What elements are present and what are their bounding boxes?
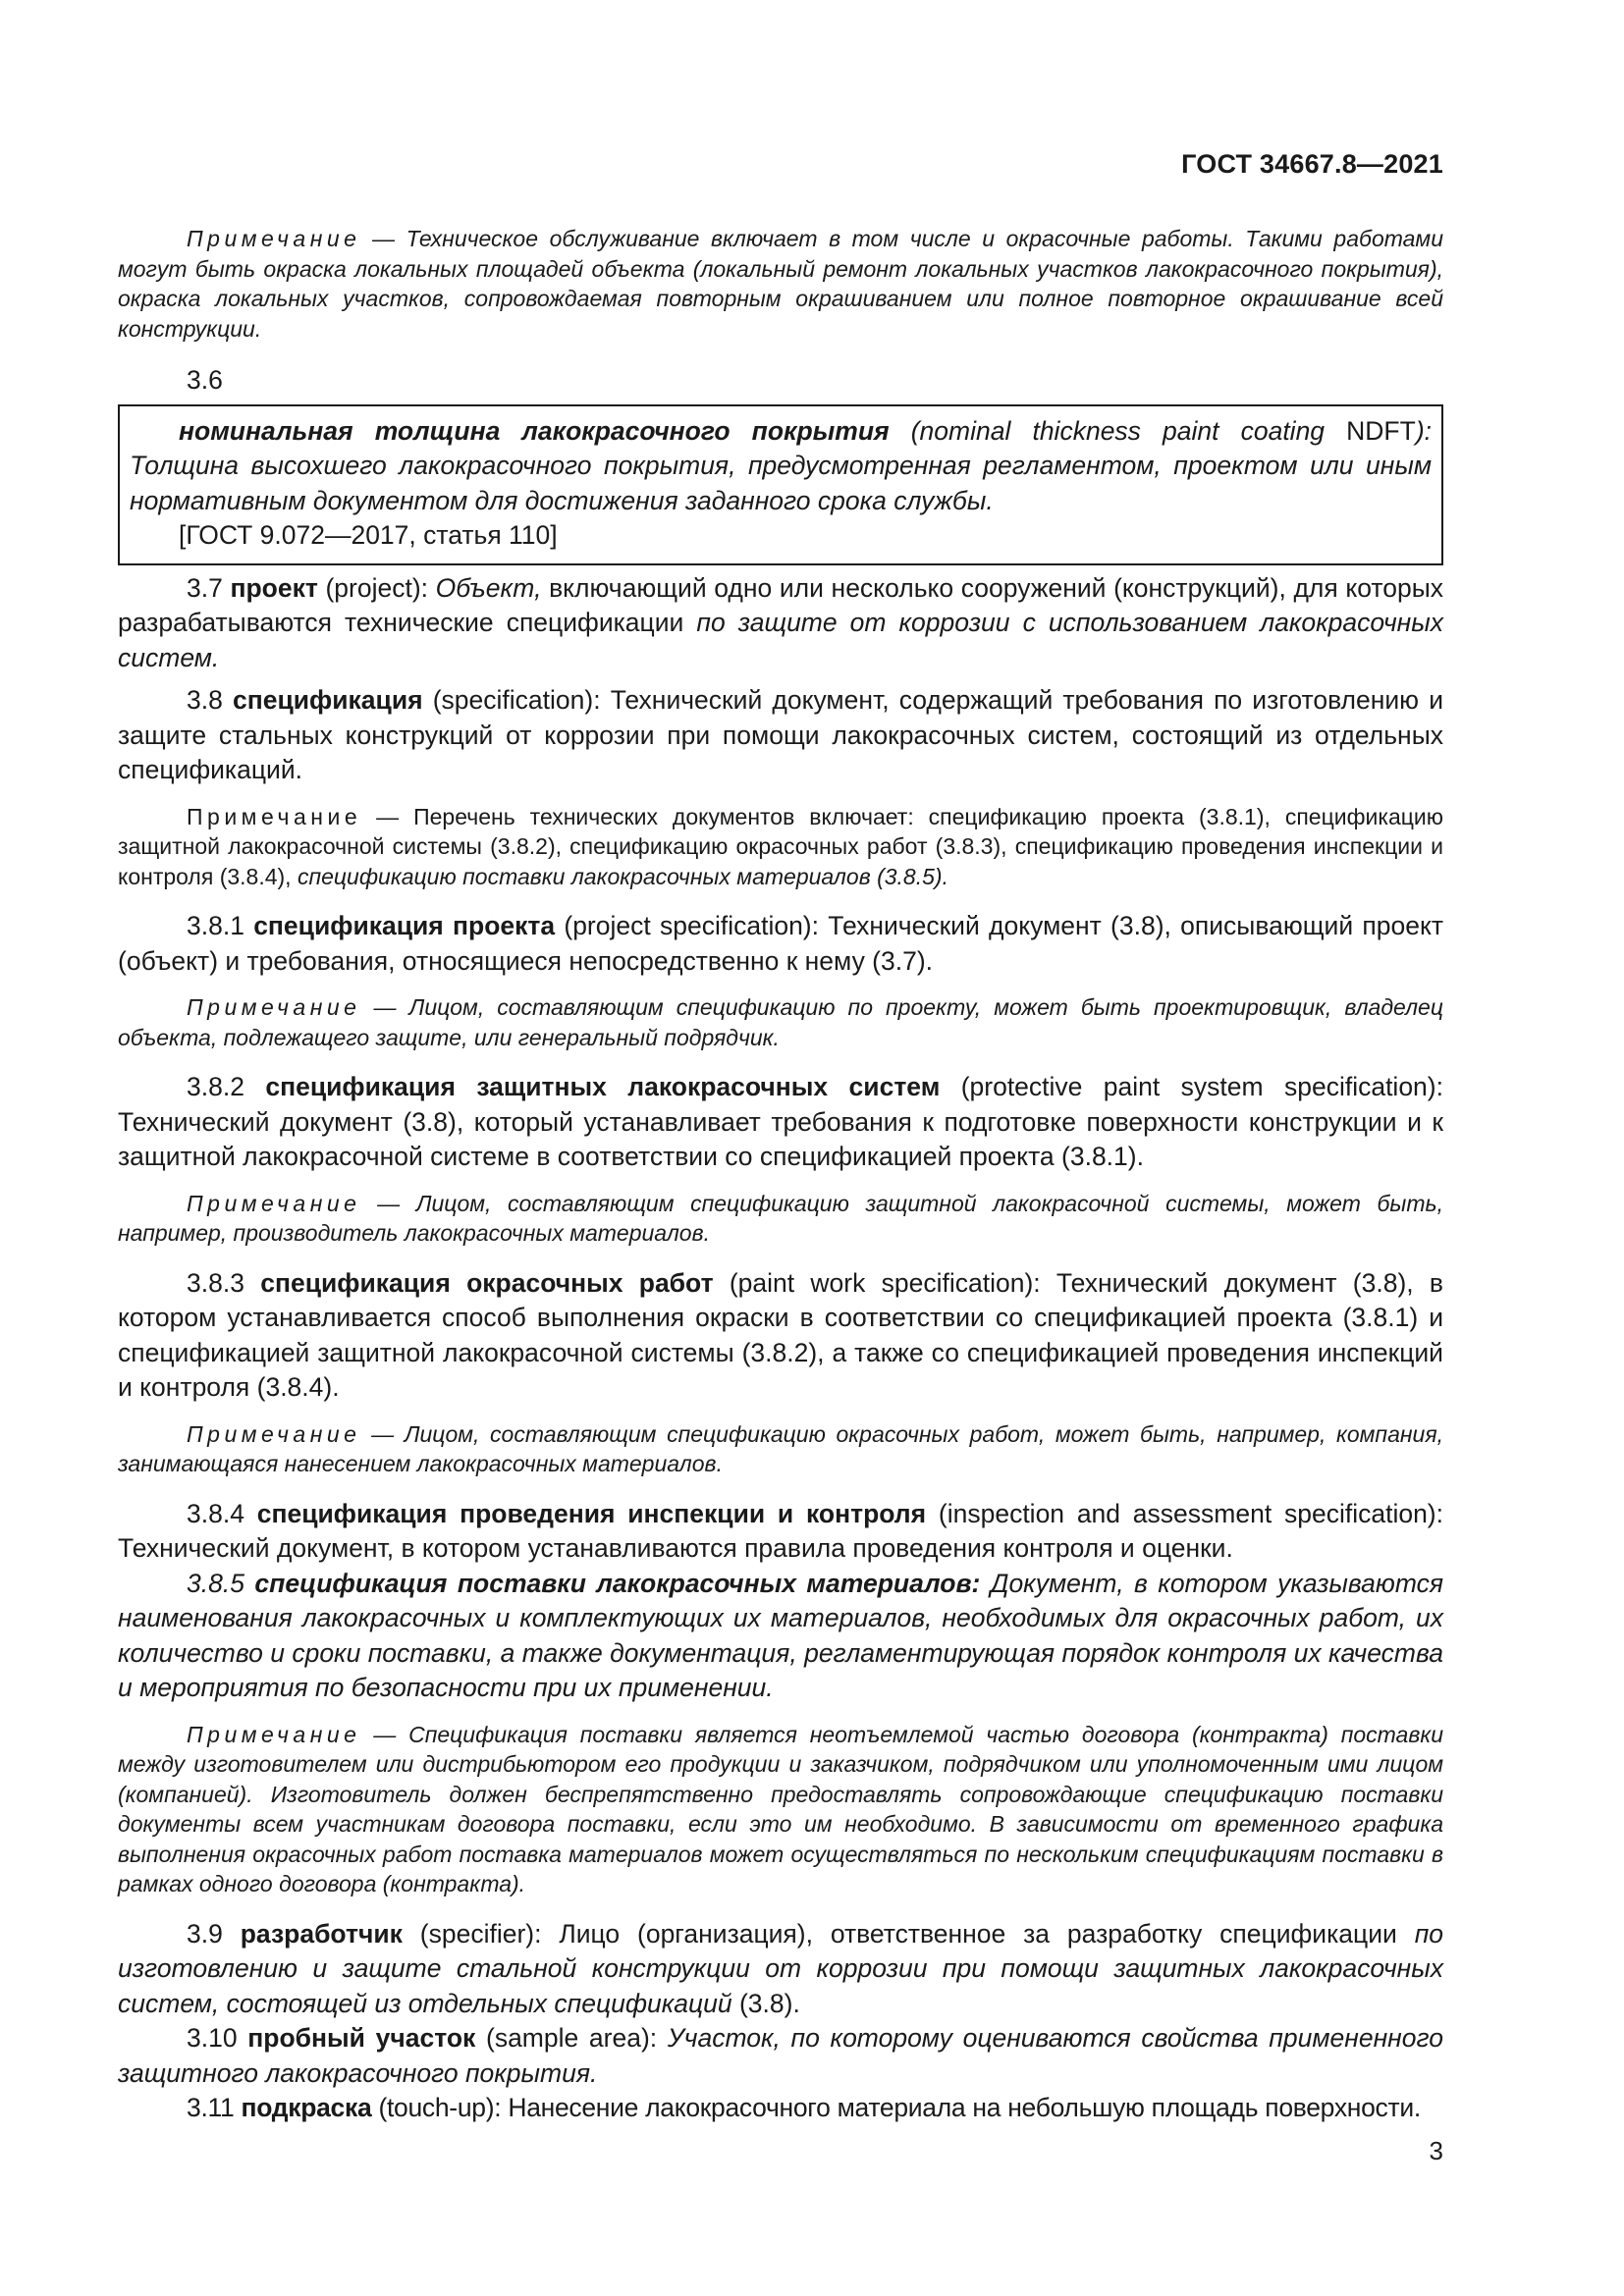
term-3-6-source: [ГОСТ 9.072—2017, статья 110] [179, 520, 558, 550]
term-number-3-6: 3.6 [187, 365, 223, 395]
term-3-8-4-title: спецификация проведения инспекции и контроля [256, 1498, 927, 1528]
term-3-8-5: 3.8.5 спецификация поставки лакокрасочных материалов: Документ, в котором указываются наименования лакокрасочных и комплектующих их материалов, необходимых для окрасочных работ, их количество и сроки поставки, а также документация, регламентирующая порядок контроля их качества и мероприятия по безопасности при их применении. [118, 1568, 1443, 1702]
term-3-10-title: пробный участок [247, 2023, 476, 2053]
term-3-8-1-title: спецификация проекта [253, 911, 556, 940]
page-content [118, 224, 1443, 2126]
term-3-10: 3.10 пробный участок (sample area): Участок, по которому оцениваются свойства примененного защитного лакокрасочного покрытия. [118, 2023, 1443, 2088]
note-label: Примечание [187, 1420, 361, 1447]
term-3-7-title: проект [230, 572, 318, 603]
term-3-8-3: 3.8.3 спецификация окрасочных работ (paint work specification): Технический документ (3.8), в котором устанавливается способ выполнения окраски в соответствии со спецификацией проекта (3.8.1) и спецификацией защитной лакокрасочной системы (3.8.2), а также со спецификацией проведения инспекций и контроля (3.8.4). [118, 1267, 1443, 1402]
term-3-8-2-title: спецификация защитных лакокрасочных систем [265, 1072, 941, 1101]
term-3-11-title: подкраска [241, 2093, 372, 2122]
note-supply-spec: Примечание — Спецификация поставки является неотъемлемой частью договора (контракта) поставки между изготовителем или дистрибьютором его продукции и заказчиком, подрядчиком или уполномоченным ими лицом (компанией). Изготовитель должен беспрепятственно предоставлять сопровождающие спецификацию поставки документы всем участникам договора поставки, если это им необходимо. В зависимости от временного графика выполнения окрасочных работ поставка материалов может осуществляться по нескольким спецификациям поставки в рамках одного договора (контракта). [118, 1721, 1443, 1896]
note-label: Примечание [187, 994, 361, 1020]
term-3-6-title: номинальная толщина лакокрасочного покрытия [179, 415, 890, 446]
term-3-8-2: 3.8.2 спецификация защитных лакокрасочных систем (protective paint system specification): Технический документ (3.8), который устанавливает требования к подготовке поверхности конструкции и к защитной лакокрасочной системе в соответствии со спецификацией проекта (3.8.1). [118, 1072, 1443, 1171]
note-label: Примечание [187, 226, 361, 251]
note-label: Примечание [187, 1190, 361, 1216]
note-doc-list: Примечание — Перечень технических документов включает: спецификацию проекта (3.8.1), спецификацию защитной лакокрасочной системы (3.8.2), спецификацию окрасочных работ (3.8.3), спецификацию проведения инспекции и контроля (3.8.4), спецификацию поставки лакокрасочных материалов (3.8.5). [118, 803, 1444, 889]
note-text: Техническое обслуживание включает в том числе и окрасочные работы. Такими работами могут быть окраска локальных площадей объекта (локальный ремонт локальных участков лакокрасочного покрытия), окраска локальных участков, сопровождаемая повторным окрашиванием или полное повторное окрашивание всей конструкции. [118, 226, 1443, 342]
term-3-8-title: спецификация [232, 685, 423, 715]
note-paint-system-spec: Примечание — Лицом, составляющим спецификацию защитной лакокрасочной системы, может быть, например, производитель лакокрасочных материалов. [118, 1190, 1444, 1246]
term-3-8-4: 3.8.4 спецификация проведения инспекции и контроля (inspection and assessment specification): Технический документ, в котором устанавливаются правила проведения контроля и оценки. [118, 1498, 1443, 1563]
term-3-9: 3.9 разработчик (specifier): Лицо (организация), ответственное за разработку спецификации по изготовлению и защите стальной конструкции от коррозии при помощи защитных лакокрасочных систем, состоящей из отдельных спецификаций (3.8). [118, 1918, 1444, 2018]
standard-designation: ГОСТ 34667.8—2021 [1181, 149, 1443, 179]
note-label: Примечание [187, 803, 362, 829]
term-3-8-3-title: спецификация окрасочных работ [260, 1267, 714, 1298]
term-3-11: 3.11 подкраска (touch-up): Нанесение лакокрасочного материала на небольшую площадь поверхности. [187, 2093, 1421, 2122]
page-number: 3 [1429, 2136, 1443, 2165]
note-paint-work-spec: Примечание — Лицом, составляющим спецификацию окрасочных работ, может быть, например, компания, занимающаяся нанесением лакокрасочных материалов. [118, 1420, 1443, 1476]
term-3-8-5-title: спецификация поставки лакокрасочных материалов: [254, 1568, 981, 1598]
note-project-spec: Примечание — Лицом, составляющим спецификацию по проекту, может быть проектировщик, владелец объекта, подлежащего защите, или генеральный подрядчик. [118, 994, 1444, 1050]
term-3-6-definition: номинальная толщина лакокрасочного покрытия (nominal thickness paint coating NDFT): Толщина высохшего лакокрасочного покрытия, предусмотренная регламентом, проектом или иным нормативным документом для достижения заданного срока службы. [130, 415, 1432, 515]
term-3-8: 3.8 спецификация (specification): Технический документ, содержащий требования по изготовлению и защите стальных конструкций от коррозии при помощи лакокрасочных систем, состоящий из отдельных спецификаций. [118, 685, 1443, 784]
note-maintenance: Примечание — Техническое обслуживание включает в том числе и окрасочные работы. Такими работами могут быть окраска локальных площадей объекта (локальный ремонт локальных участков лакокрасочного покрытия), окраска локальных участков, сопровождаемая повторным окрашиванием или полное повторное окрашивание всей конструкции. [118, 226, 1443, 342]
term-3-8-1: 3.8.1 спецификация проекта (project specification): Технический документ (3.8), описывающий проект (объект) и требования, относящиеся непосредственно к нему (3.7). [118, 911, 1443, 976]
term-3-7: 3.7 проект (project): Объект, включающий одно или несколько сооружений (конструкций), для которых разрабатываются технические спецификации по защите от коррозии с использованием лакокрасочных систем. [118, 572, 1444, 672]
term-3-9-title: разработчик [240, 1918, 403, 1949]
note-label: Примечание [187, 1721, 361, 1747]
term-box-3-6 [118, 404, 1443, 565]
